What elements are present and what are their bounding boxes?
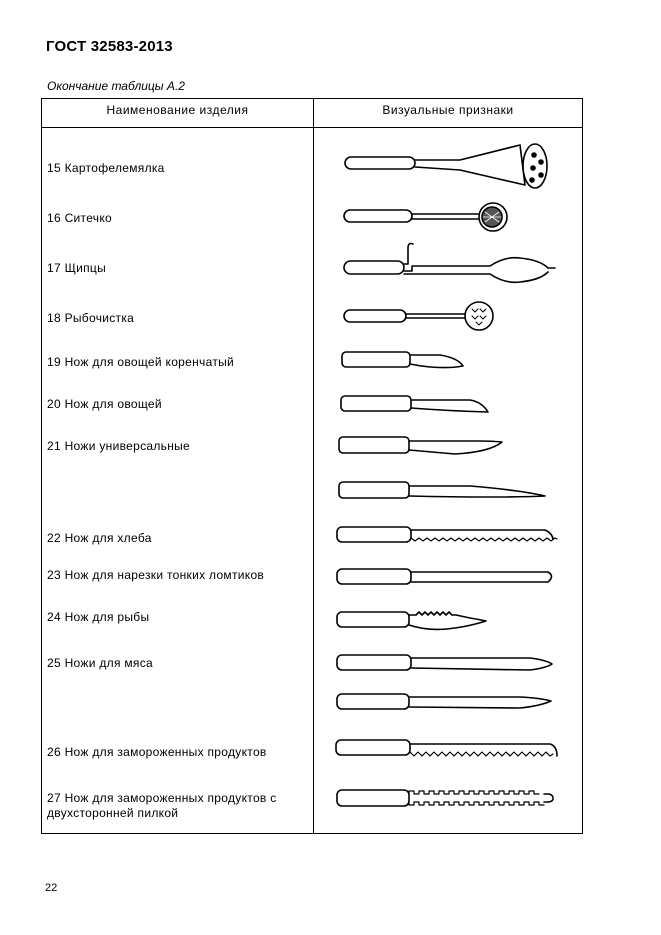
table-row-name: 17 Щипцы bbox=[47, 261, 107, 275]
table-row-name: 16 Ситечко bbox=[47, 211, 112, 225]
table-row-name: 20 Нож для овощей bbox=[47, 397, 162, 411]
bread-knife-icon bbox=[337, 527, 557, 542]
table-row-name: 18 Рыбочистка bbox=[47, 311, 135, 325]
strainer-icon bbox=[344, 203, 507, 231]
fish-scaler-icon bbox=[344, 302, 493, 330]
meat-knife-icon bbox=[337, 655, 552, 670]
table-caption: Окончание таблицы А.2 bbox=[47, 79, 185, 93]
frozen-food-knife-icon bbox=[336, 740, 557, 756]
table-row-name: 25 Ножи для мяса bbox=[47, 656, 154, 670]
column-header-name: Наименование изделия bbox=[106, 103, 249, 117]
column-header-visual: Визуальные признаки bbox=[382, 103, 514, 117]
table-row-name: 26 Нож для замороженных продуктов bbox=[47, 745, 267, 759]
universal-knife-icon bbox=[339, 437, 502, 454]
table-row-name: 27 Нож для замороженных продуктов с двухсторонней пилкой bbox=[47, 791, 277, 820]
table-row-name: 19 Нож для овощей коренчатый bbox=[47, 355, 235, 369]
table-row-name: 15 Картофелемялка bbox=[47, 161, 165, 175]
table-row-name: 21 Ножи универсальные bbox=[47, 439, 191, 453]
page-number: 22 bbox=[45, 882, 58, 894]
slicing-knife-icon bbox=[337, 569, 552, 584]
fish-knife-icon bbox=[337, 612, 486, 629]
paring-knife-icon bbox=[342, 352, 463, 368]
table-row-name: 24 Нож для рыбы bbox=[47, 610, 150, 624]
universal-knife-icon bbox=[339, 482, 545, 498]
meat-knife-icon bbox=[337, 694, 551, 709]
potato-masher-icon bbox=[345, 144, 547, 188]
double-serrated-frozen-knife-icon bbox=[337, 790, 553, 806]
document-code: ГОСТ 32583-2013 bbox=[46, 38, 173, 55]
vegetable-knife-icon bbox=[341, 396, 488, 412]
tongs-icon bbox=[344, 244, 555, 283]
table-row-name: 23 Нож для нарезки тонких ломтиков bbox=[47, 568, 265, 582]
table-row-name: 22 Нож для хлеба bbox=[47, 531, 152, 545]
